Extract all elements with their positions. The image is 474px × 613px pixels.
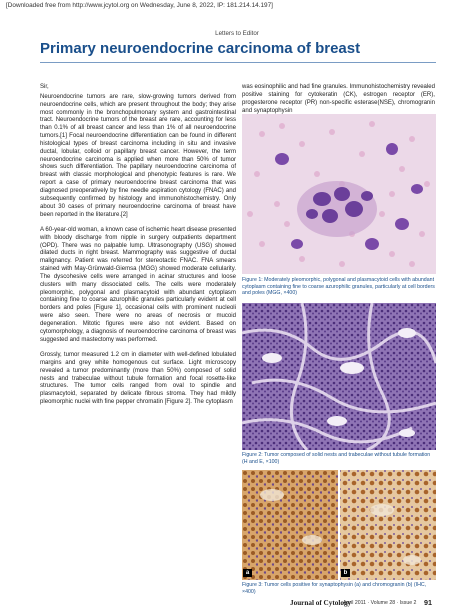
paragraph-case: A 60-year-old woman, a known case of ischemic heart disease presented with bloody discharge from nipple in surgery outpatients department (OPD). There was no palpable lump. Ultrasonography (USG) showed dilated ducts in right breast. Mammography was suggestive of ductal malignancy. Patient was referred for stereotactic FNAC. FNA smears stained with May-Grünwald-Giemsa (MGG) showed moderate cellularity. The dyscohesive cells were arranged in acinar structures and loose clusters with many dissociated cells. The cells were moderately pleomorphic, polygonal and plasmacytoid with abundant cytoplasm containing fine to coarse azurophilic granules particularly evident at cell borders and poles [Figure 1], occasional cells with prominent nucleoli were also seen. There were no areas of necrosis or mucoid degeneration. Mitotic figures were also not evident. Based on cytomorphology, a diagnosis of neuroendocrine carcinoma of breast was suggested and mastectomy was performed. bbox=[40, 226, 236, 343]
paragraph-intro: Neuroendocrine tumors are rare, slow-growing tumors derived from neuroendocrine cells, which are present throughout the body; they arise most commonly in the bronchopulmonary system and gastrointestinal tract. Neuroendocrine tumors of the breast are rare, accounting for less than 0.1% of all breast cancer and less than 1% of all neuroendocrine tumors.[1] Focal neuroendocrine differentiation can be found in different histological types of breast carcinoma including in situ and invasive ductal, lobular, colloid or papillary breast cancer. However, the term neuroendocrine carcinoma is applied when more than 50% of tumor shows such differentiation. The papillary neuroendocrine carcinoma of breast with classic morphological and phenotypic features is rare. We report a case of primary neuroendocrine breast carcinoma that was diagnosed preoperatively by fine needle aspiration cytology (FNAC) and subsequently confirmed by histology and immunohistochemistry. Only about 30 cases of primary neuroendocrine carcinoma of breast have been reported in the literature.[2] bbox=[40, 93, 236, 218]
figure-2-image bbox=[242, 303, 436, 450]
figure-1-caption: Figure 1: Moderately pleomorphic, polygonal and plasmacytoid cells with abundant cytoplasm containing fine to coarse azurophilic granules, particularly at cell borders and poles (MGG, ×400) bbox=[242, 277, 435, 297]
section-label: Letters to Editor bbox=[215, 30, 259, 37]
left-column bbox=[40, 84, 236, 414]
figure-3-panel-a-label: a bbox=[243, 569, 252, 577]
footer-journal-name: Journal of Cytology bbox=[290, 599, 352, 607]
figure-2-caption: Figure 2: Tumor composed of solid nests and trabeculae without tubule formation (H and E, ×100) bbox=[242, 452, 431, 465]
figure-3-panel-b-label: b bbox=[341, 569, 350, 577]
download-banner: [Downloaded free from http://www.jcytol.org on Wednesday, June 8, 2022, IP: 181.214.14.197] bbox=[6, 2, 273, 9]
paragraph-gross: Grossly, tumor measured 1.2 cm in diameter with well-defined lobulated margins and grey white homogenous cut surface. Light microscopy revealed a tumor predominantly (more than 50%) composed of solid nests and trabeculae without tubule formation and focal rosette-like structures. The tumor cells ranged from oval to spindle and plasmacytoid, separated by delicate fibrous stroma. They had mildly pleomorphic nuclei with fine pepper chromatin [Figure 2]. The cytoplasm bbox=[40, 352, 236, 406]
footer-issue-info: April 2011 · Volume 28 · Issue 2 bbox=[343, 600, 417, 606]
title-divider bbox=[40, 62, 436, 63]
footer-page-number: 91 bbox=[424, 598, 432, 607]
figure-3-image bbox=[242, 470, 436, 580]
article-title: Primary neuroendocrine carcinoma of breast bbox=[40, 40, 361, 57]
salutation: Sir, bbox=[40, 84, 49, 90]
figure-3-caption: Figure 3: Tumor cells positive for synaptophysin (a) and chromogranin (b) (IHC, ×400) bbox=[242, 582, 427, 595]
figure-1-image bbox=[242, 114, 436, 274]
paragraph-ihc: was eosinophilic and had fine granules. Immunohistochemistry revealed positive staining for cytokeratin (CK), estrogen receptor (ER), progesterone receptor (PR) non-specific esterase(NSE), chromogranin and synaptophysin bbox=[242, 84, 435, 114]
